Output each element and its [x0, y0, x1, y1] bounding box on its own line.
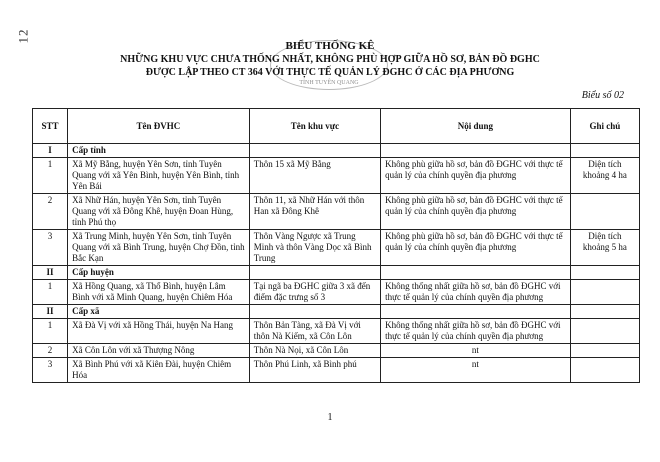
section-roman: II: [33, 305, 68, 319]
row-stt: 2: [33, 194, 68, 230]
table-row: [33, 358, 640, 383]
table-row: [33, 230, 640, 266]
corner-mark: 12: [15, 28, 31, 44]
section-title: Cấp huyện: [68, 266, 250, 280]
row-area: Thôn Bản Tàng, xã Đà Vị với thôn Nà Kiếm, xã Côn Lôn: [249, 319, 380, 344]
row-area: Thôn Phú Linh, xã Bình phú: [249, 358, 380, 383]
row-note: [570, 319, 639, 344]
row-content: nt: [381, 344, 571, 358]
header-content: Nội dung: [381, 109, 571, 144]
row-unit: Xã Đà Vị với xã Hồng Thái, huyện Na Hang: [68, 319, 250, 344]
doc-number: Biểu số 02: [581, 90, 624, 101]
row-area: Thôn 11, xã Nhữ Hán với thôn Han xã Đông Khê: [249, 194, 380, 230]
row-note: [570, 344, 639, 358]
row-unit: Xã Trung Minh, huyện Yên Sơn, tỉnh Tuyên Quang với xã Bình Trung, huyện Chợ Đồn, tỉnh Bắc Kạn: [68, 230, 250, 266]
table-row: [33, 158, 640, 194]
table-row: [33, 319, 640, 344]
header-stt: STT: [33, 109, 68, 144]
row-stt: 1: [33, 319, 68, 344]
row-content: Không phù giữa hồ sơ, bản đồ ĐGHC với thực tế quản lý của chính quyền địa phương: [381, 194, 571, 230]
row-note: Diện tích khoảng 4 ha: [570, 158, 639, 194]
title-line-1: NHỮNG KHU VỰC CHƯA THỐNG NHẤT, KHÔNG PHÙ HỢP GIỮA HỒ SƠ, BẢN ĐỒ ĐGHC: [120, 54, 540, 65]
row-unit: Xã Hồng Quang, xã Thổ Bình, huyện Lâm Bình với xã Minh Quang, huyện Chiêm Hóa: [68, 280, 250, 305]
row-area: Tại ngã ba ĐGHC giữa 3 xã đến điểm đặc trưng số 3: [249, 280, 380, 305]
table-row: [33, 280, 640, 305]
row-unit: Xã Mỹ Bằng, huyện Yên Sơn, tỉnh Tuyên Quang với xã Yên Bình, huyện Yên Bình, tỉnh Yên Bái: [68, 158, 250, 194]
title-block: [0, 40, 660, 79]
section-row: [33, 305, 640, 319]
row-content: Không phù giữa hồ sơ, bản đồ ĐGHC với thực tế quản lý của chính quyền địa phương: [381, 158, 571, 194]
section-row: [33, 266, 640, 280]
table-row: [33, 344, 640, 358]
row-content: Không thống nhất giữa hồ sơ, bản đồ ĐGHC với thực tế quản lý của chính quyền địa phương: [381, 319, 571, 344]
row-area: Thôn 15 xã Mỹ Bằng: [249, 158, 380, 194]
statistics-table: [32, 108, 640, 383]
table-header-row: [33, 109, 640, 144]
row-area: Thôn Nà Nọi, xã Côn Lôn: [249, 344, 380, 358]
row-stt: 3: [33, 358, 68, 383]
section-roman: II: [33, 266, 68, 280]
row-area: Thôn Vàng Ngược xã Trung Minh và thôn Vàng Dọc xã Bình Trung: [249, 230, 380, 266]
document-title: BIỂU THỐNG KÊ: [285, 40, 375, 52]
row-note: Diện tích khoảng 5 ha: [570, 230, 639, 266]
header-unit: Tên ĐVHC: [68, 109, 250, 144]
row-unit: Xã Nhữ Hán, huyện Yên Sơn, tỉnh Tuyên Quang với xã Đông Khê, huyện Đoan Hùng, tỉnh Phú thọ: [68, 194, 250, 230]
section-row: [33, 144, 640, 158]
section-title: Cấp xã: [68, 305, 250, 319]
section-roman: I: [33, 144, 68, 158]
row-stt: 2: [33, 344, 68, 358]
title-line-2: ĐƯỢC LẬP THEO CT 364 VỚI THỰC TẾ QUẢN LÝ ĐGHC Ở CÁC ĐỊA PHƯƠNG: [145, 67, 515, 78]
row-stt: 3: [33, 230, 68, 266]
row-content: Không thống nhất giữa hồ sơ, bản đồ ĐGHC với thực tế quản lý của chính quyền địa phương: [381, 280, 571, 305]
header-note: Ghi chú: [570, 109, 639, 144]
row-content: Không phù giữa hồ sơ, bản đồ ĐGHC với thực tế quản lý của chính quyền địa phương: [381, 230, 571, 266]
row-unit: Xã Côn Lôn với xã Thượng Nông: [68, 344, 250, 358]
row-stt: 1: [33, 280, 68, 305]
page-number: 1: [327, 412, 333, 423]
stamp-text: TỈNH TUYÊN QUANG: [299, 80, 359, 86]
row-content: nt: [381, 358, 571, 383]
row-note: [570, 194, 639, 230]
row-note: [570, 280, 639, 305]
row-note: [570, 358, 639, 383]
row-unit: Xã Bình Phú với xã Kiên Đài, huyện Chiêm Hóa: [68, 358, 250, 383]
row-stt: 1: [33, 158, 68, 194]
header-area: Tên khu vực: [249, 109, 380, 144]
section-title: Cấp tỉnh: [68, 144, 250, 158]
table-row: [33, 194, 640, 230]
